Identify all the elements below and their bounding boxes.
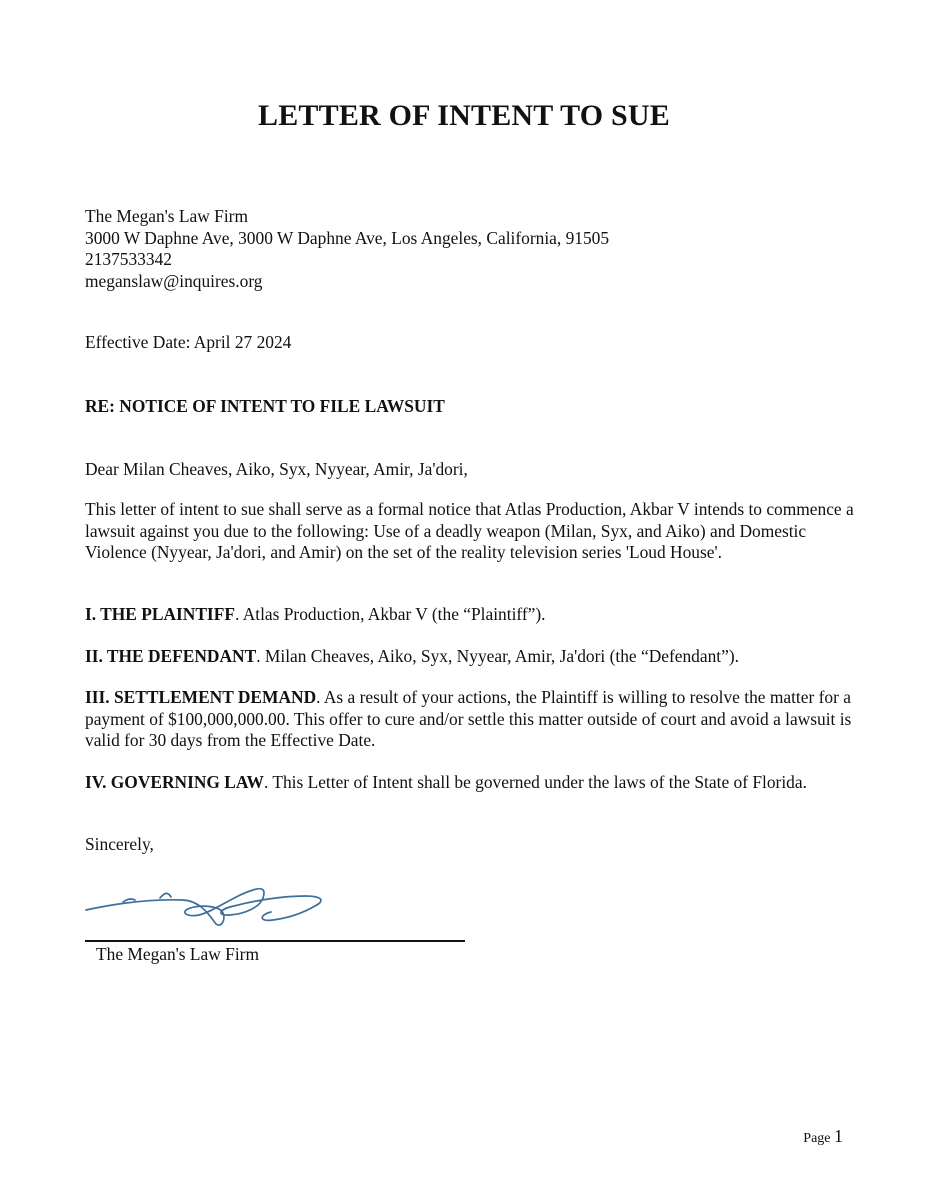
section-heading: IV. GOVERNING LAW: [85, 772, 264, 792]
salutation: Dear Milan Cheaves, Aiko, Syx, Nyyear, Amir, Ja'dori,: [85, 459, 468, 479]
section-text: . As a result of your actions, the Plaintiff is willing to resolve the matter for a payment of $100,000,000.00. This offer to cure and/or settle this matter outside of court and avoid a lawsuit is valid for 30 days from the Effective Date.: [85, 687, 852, 750]
page-number: [803, 1125, 843, 1150]
sender-name: The Megan's Law Firm: [85, 206, 248, 226]
re-line: RE: NOTICE OF INTENT TO FILE LAWSUIT: [85, 396, 445, 416]
effective-date: Effective Date: April 27 2024: [85, 332, 292, 352]
sender-phone: 2137533342: [85, 249, 172, 269]
signer-name: The Megan's Law Firm: [96, 944, 259, 964]
document-title: LETTER OF INTENT TO SUE: [258, 99, 670, 132]
page-label: Page: [803, 1131, 831, 1146]
section-settlement-demand: [85, 687, 855, 752]
section-text: . This Letter of Intent shall be governed under the laws of the State of Florida.: [263, 772, 807, 792]
section-heading: I. THE PLAINTIFF: [85, 604, 235, 624]
section-governing-law: [85, 772, 855, 794]
sender-address: 3000 W Daphne Ave, 3000 W Daphne Ave, Los Angeles, California, 91505: [85, 227, 610, 248]
section-defendant: [85, 646, 855, 668]
section-text: . Milan Cheaves, Aiko, Syx, Nyyear, Amir, Ja'dori (the “Defendant”).: [256, 646, 739, 666]
section-text: . Atlas Production, Akbar V (the “Plaintiff”).: [234, 604, 546, 624]
section-heading: III. SETTLEMENT DEMAND: [85, 687, 317, 707]
page-number-value: 1: [834, 1126, 843, 1146]
sender-block: [85, 206, 855, 292]
handwritten-signature: [83, 880, 333, 930]
signature-line: [85, 940, 465, 942]
intro-paragraph: This letter of intent to sue shall serve as a formal notice that Atlas Production, Akbar V intends to commence a lawsuit against you due to the following: Use of a deadly weapon (Milan, Syx, and Aiko) and Domestic Violence (Nyyear, Ja'dori, and Amir) on the set of the reality television series 'Loud House'.: [85, 499, 854, 562]
section-heading: II. THE DEFENDANT: [85, 646, 257, 666]
section-plaintiff: [85, 604, 855, 626]
closing: Sincerely,: [85, 834, 154, 854]
sender-email: meganslaw@inquires.org: [85, 270, 263, 291]
